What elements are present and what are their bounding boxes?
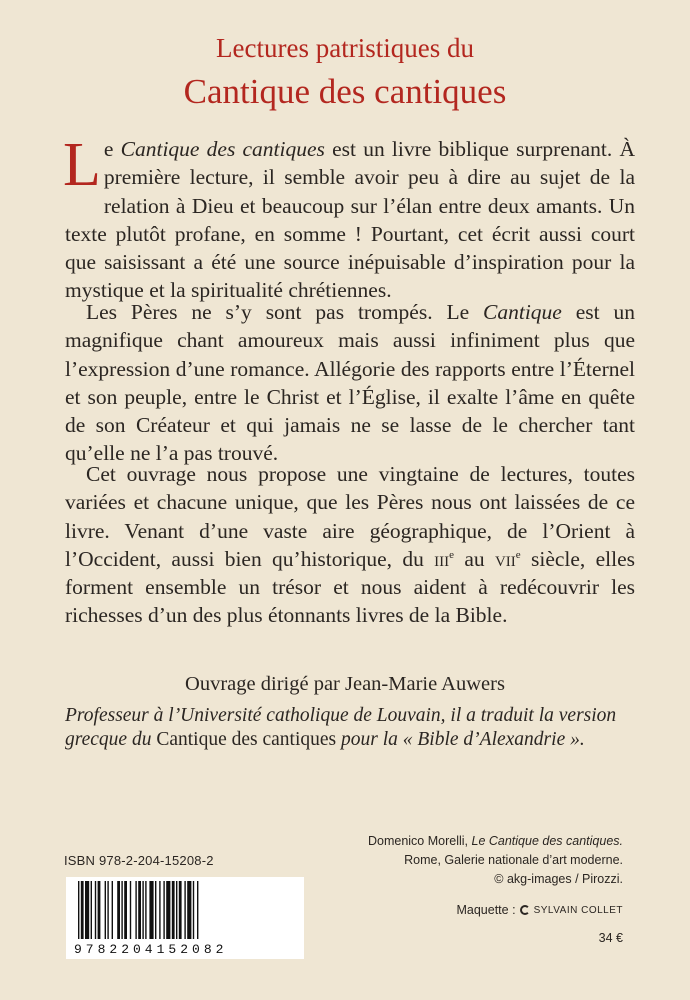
barcode-bar	[130, 881, 131, 939]
barcode-bar	[117, 881, 120, 939]
barcode-bar	[107, 881, 108, 939]
editor-bio-part-b: Cantique des cantiques	[151, 729, 342, 750]
barcode-bar	[197, 881, 198, 939]
barcode-bar	[105, 881, 106, 939]
editor-bio	[65, 704, 645, 752]
barcode-bar	[98, 881, 101, 939]
century-7-suffix: e	[515, 548, 521, 561]
paragraph-2	[65, 298, 635, 468]
design-credit-label: Maquette :	[456, 903, 516, 917]
paragraph-1-part-b: est un livre biblique surprenant. À première lecture, il semble avoir peu à dire au sujet de la relation à Dieu et beaucoup sur l’élan entre deux amants. Un texte plutôt profane, en somme ! Pourtant, cet écrit aussi court que saisissant a été une source inépuisable d’inspiration pour la mystique et la spiritualité chrétiennes.	[65, 137, 636, 303]
credit-artwork: Le Cantique des cantiques.	[471, 834, 623, 848]
paragraph-2-part-a: Les Pères ne s’y sont pas trompés. Le	[86, 300, 484, 324]
barcode-bar	[145, 881, 146, 939]
century-3: iii	[434, 546, 450, 571]
paragraph-3-part-a: Cet ouvrage nous propose une vingtaine de lectures, toutes variées et chacune unique, que les Pères nous ont laissées de ce livre. Venant d’une vaste aire géographique, de l’Orient à l’Occident, aussi bien qu’historique, du	[65, 462, 635, 571]
editor-line: Ouvrage dirigé par Jean-Marie Auwers	[185, 673, 505, 695]
barcode-bar	[124, 881, 127, 939]
editor-bio-part-a: Professeur à l’Université catholique de Louvain, il a traduit la version grecque du	[65, 705, 617, 750]
barcode-bar	[121, 881, 122, 939]
barcode-bar	[166, 881, 170, 939]
credit-line-3: © akg-images / Pirozzi.	[494, 872, 623, 886]
barcode-bar	[85, 881, 89, 939]
isbn-label: ISBN 978-2-204-15208-2	[64, 853, 214, 868]
barcode-bar	[81, 881, 84, 939]
barcode-bar	[112, 881, 113, 939]
price: 34 €	[598, 931, 623, 945]
barcode-digits: 9782204152082	[74, 942, 228, 957]
barcode-bar	[187, 881, 191, 939]
barcode-bar	[176, 881, 177, 939]
barcode-bar	[184, 881, 185, 939]
designer-logo-icon	[520, 905, 530, 915]
paragraph-3-mid: au	[454, 546, 495, 571]
editor-bio-part-c: pour la « Bible d’Alexandrie ».	[341, 729, 585, 750]
barcode-bar	[91, 881, 92, 939]
barcode-bar	[149, 881, 153, 939]
paragraph-1-part-a: e	[103, 137, 121, 161]
book-title-line1: Lectures patristiques du	[216, 33, 474, 63]
century-3-suffix: e	[449, 548, 455, 561]
barcode-bar	[159, 881, 160, 939]
credit-line-1	[368, 832, 623, 851]
design-credit	[456, 903, 623, 917]
paragraph-1	[63, 131, 636, 305]
barcode-bar	[179, 881, 182, 939]
image-credit	[368, 832, 623, 889]
paragraph-2-italic: Cantique	[483, 300, 562, 324]
barcode-bar	[95, 881, 96, 939]
barcode	[66, 877, 304, 959]
barcode-bar	[155, 881, 156, 939]
book-title-line2: Cantique des cantiques	[183, 72, 507, 111]
century-7: vii	[494, 546, 516, 571]
barcode-bar	[163, 881, 164, 939]
barcode-bar	[78, 881, 79, 939]
credit-line-2: Rome, Galerie nationale d’art moderne.	[404, 853, 623, 867]
barcode-bar	[138, 881, 141, 939]
barcode-bar	[135, 881, 136, 939]
paragraph-1-italic: Cantique des cantiques	[120, 137, 325, 161]
paragraph-3-part-b: siècle, elles forment ensemble un trésor et nous aident à redécouvrir les richesses d’un des plus étonnants livres de la Bible.	[65, 546, 636, 628]
barcode-bar	[142, 881, 143, 939]
barcode-bars	[66, 877, 304, 943]
barcode-bar	[193, 881, 194, 939]
credit-artist: Domenico Morelli,	[367, 834, 472, 848]
paragraph-2-part-b: est un magnifique chant amoureux mais aussi infiniment plus que l’expression d’une romance. Allégorie des rapports entre l’Éternel et son peuple, entre le Christ et l’Église, il exalte l’âme en quête de son Créateur et qui jamais ne se lasse de le chercher tant qu’elle ne l’a pas trouvé.	[65, 300, 635, 466]
designer-name: SYLVAIN COLLET	[533, 904, 623, 916]
drop-cap: L	[63, 131, 101, 199]
barcode-bar	[172, 881, 175, 939]
paragraph-3	[65, 460, 635, 630]
